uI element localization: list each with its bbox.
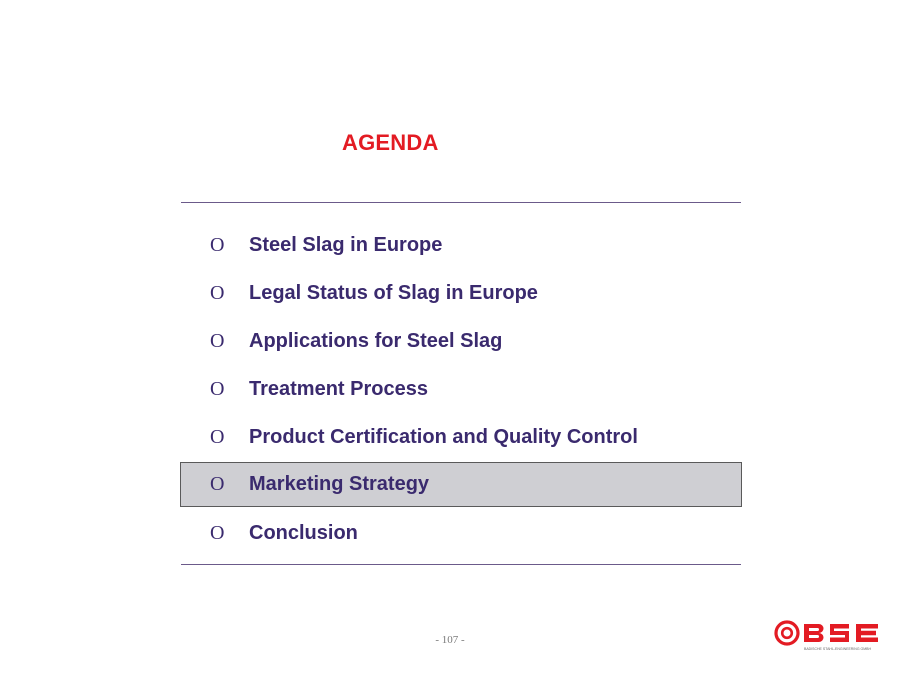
agenda-item-label: Legal Status of Slag in Europe <box>249 281 538 304</box>
agenda-item <box>181 413 741 461</box>
bottom-divider <box>181 564 741 565</box>
logo-subtitle: BADISCHE STAHL-ENGINEERING GMBH <box>804 647 872 651</box>
agenda-item-label: Conclusion <box>249 521 358 544</box>
agenda-item <box>181 269 741 317</box>
bullet-icon: O <box>210 473 225 495</box>
agenda-item-label: Product Certification and Quality Control <box>249 425 638 448</box>
agenda-item-label: Steel Slag in Europe <box>249 233 443 256</box>
bullet-icon: O <box>210 425 225 448</box>
bullet-icon: O <box>210 281 225 304</box>
agenda-item <box>181 509 741 557</box>
agenda-item-label: Treatment Process <box>249 377 428 400</box>
top-divider <box>181 202 741 203</box>
bullet-icon: O <box>210 521 225 544</box>
agenda-title: AGENDA <box>342 130 439 155</box>
bullet-icon: O <box>210 233 225 256</box>
bullet-icon: O <box>210 329 225 352</box>
agenda-item-label: Applications for Steel Slag <box>249 329 503 352</box>
agenda-item <box>181 221 741 269</box>
agenda-item <box>181 365 741 413</box>
agenda-item-label: Marketing Strategy <box>249 473 430 495</box>
bullet-icon: O <box>210 377 225 400</box>
page-number: - 107 - <box>435 634 465 646</box>
agenda-item-highlighted <box>181 463 741 506</box>
agenda-item <box>181 317 741 365</box>
agenda-list <box>181 221 741 557</box>
bse-logo <box>774 620 886 654</box>
bse-logo-mark <box>774 620 886 648</box>
